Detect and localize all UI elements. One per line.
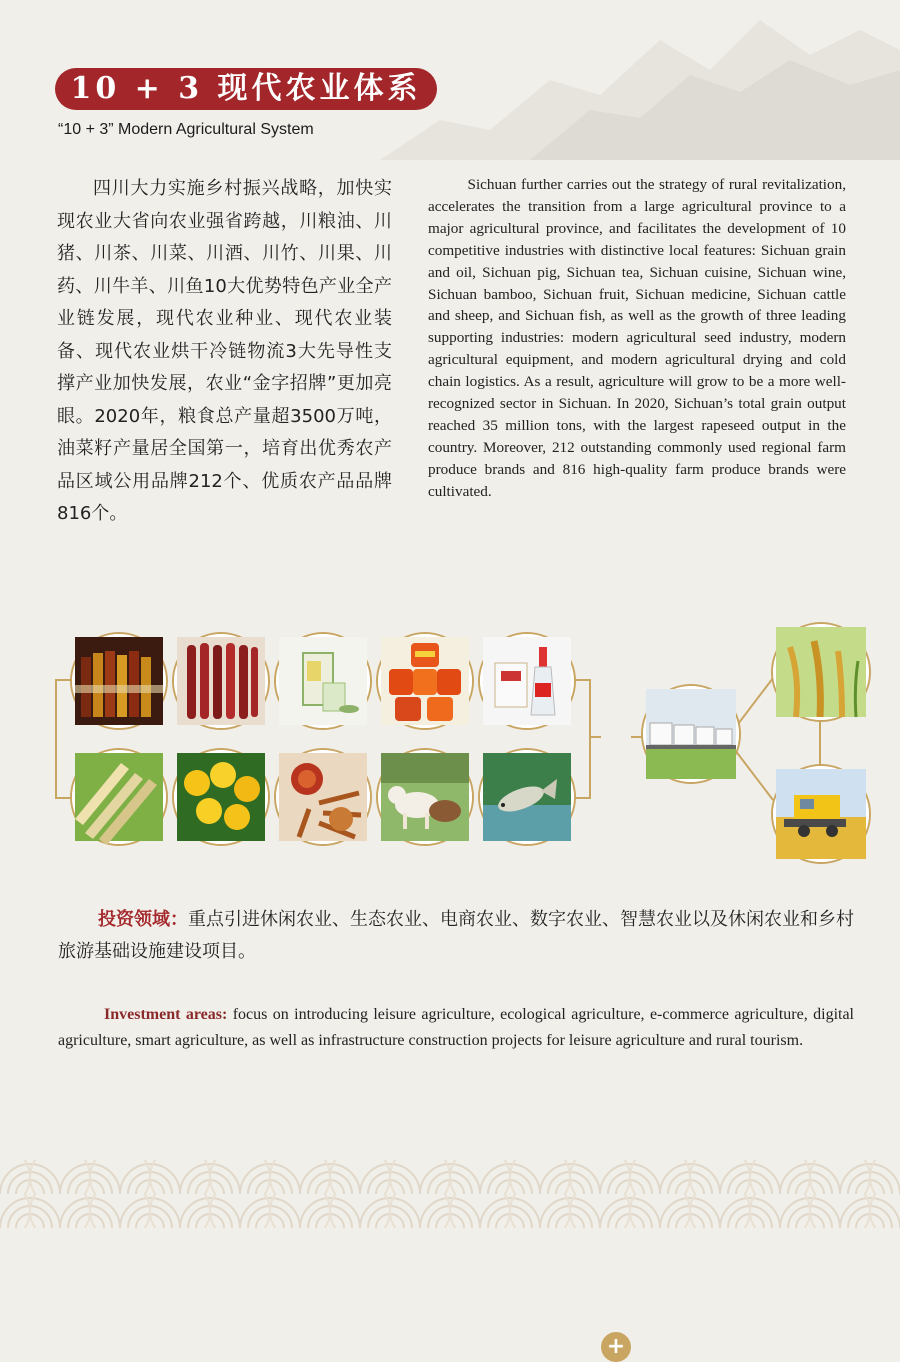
investment-areas-chinese (58, 904, 858, 968)
harvester-photo (773, 766, 869, 862)
fish-photo (480, 750, 574, 844)
intro-english-paragraph: Sichuan further carries out the strategy of rural revitalization, accelerates the transition from a large agricultural province to a major agricultural province, and facilitates the development of 10 competitive industries with distinctive local features: Sichuan grain and oil, Sichuan pig, Sichuan tea, Sichuan cuisine, Sichuan wine, Sichuan bamboo, Sichuan fruit, Sichuan medicine, Sichuan cattle and sheep, and Sichuan fish, as well as the growth of three leading supporting industries: modern agricultural seed industry, modern agricultural equipment, and modern agricultural drying and cold chain logistics. As a result, agriculture will grow to be a more well-recognized sector in Sichuan. In 2020, Sichuan’s total grain output reached 35 million tons, with the largest rapeseed output in the country. Moreover, 212 outstanding commonly used regional farm produce brands and 816 high-quality farm produce brands were cultivated. (428, 176, 846, 500)
intro-english-text (428, 174, 846, 503)
bamboo-photo (72, 750, 166, 844)
investment-label-chinese: 投资领域： (98, 909, 188, 930)
intro-chinese-text (57, 173, 392, 531)
rice-seed-photo (773, 624, 869, 720)
grain-oil-photo (72, 634, 166, 728)
footer-wave-pattern (0, 1160, 900, 1228)
sauce-jars-photo (378, 634, 472, 728)
section-subtitle: “10 + 3” Modern Agricultural System (58, 121, 314, 138)
cattle-photo (378, 750, 472, 844)
sausage-photo (174, 634, 268, 728)
plus-icon: + (601, 1332, 631, 1362)
intro-chinese-paragraph: 四川大力实施乡村振兴战略，加快实现农业大省向农业强省跨越，川粮油、川猪、川茶、川菜、川酒、川竹、川果、川药、川牛羊、川鱼10大优势特色产业全产业链发展，现代农业种业、现代农业装备、现代农业烘干冷链物流3大先导性支撑产业加快发展，农业“金字招牌”更加亮眼。2020年，粮食总产量超3500万吨，油菜籽产量居全国第一，培育出优秀农产品区域公用品牌212个、优质农产品品牌816个。 (57, 178, 392, 524)
section-title-banner: 10 + 3 现代农业体系 (55, 68, 437, 110)
mountain-ink-background (380, 0, 900, 160)
citrus-photo (174, 750, 268, 844)
investment-text-english: focus on introducing leisure agriculture, ecological agriculture, e-commerce agriculture, digital agriculture, smart agriculture, as well as infrastructure construction projects for leisure agriculture and rural tourism. (58, 1006, 855, 1049)
cold-chain-trucks-photo (643, 686, 739, 782)
investment-text-chinese: 重点引进休闲农业、生态农业、电商农业、数字农业、智慧农业以及休闲农业和乡村旅游基础设施建设项目。 (58, 909, 854, 962)
tea-photo (276, 634, 370, 728)
investment-label-english: Investment areas: (104, 1006, 228, 1023)
investment-areas-english (58, 1002, 854, 1054)
liquor-photo (480, 634, 574, 728)
herbal-medicine-photo (276, 750, 370, 844)
